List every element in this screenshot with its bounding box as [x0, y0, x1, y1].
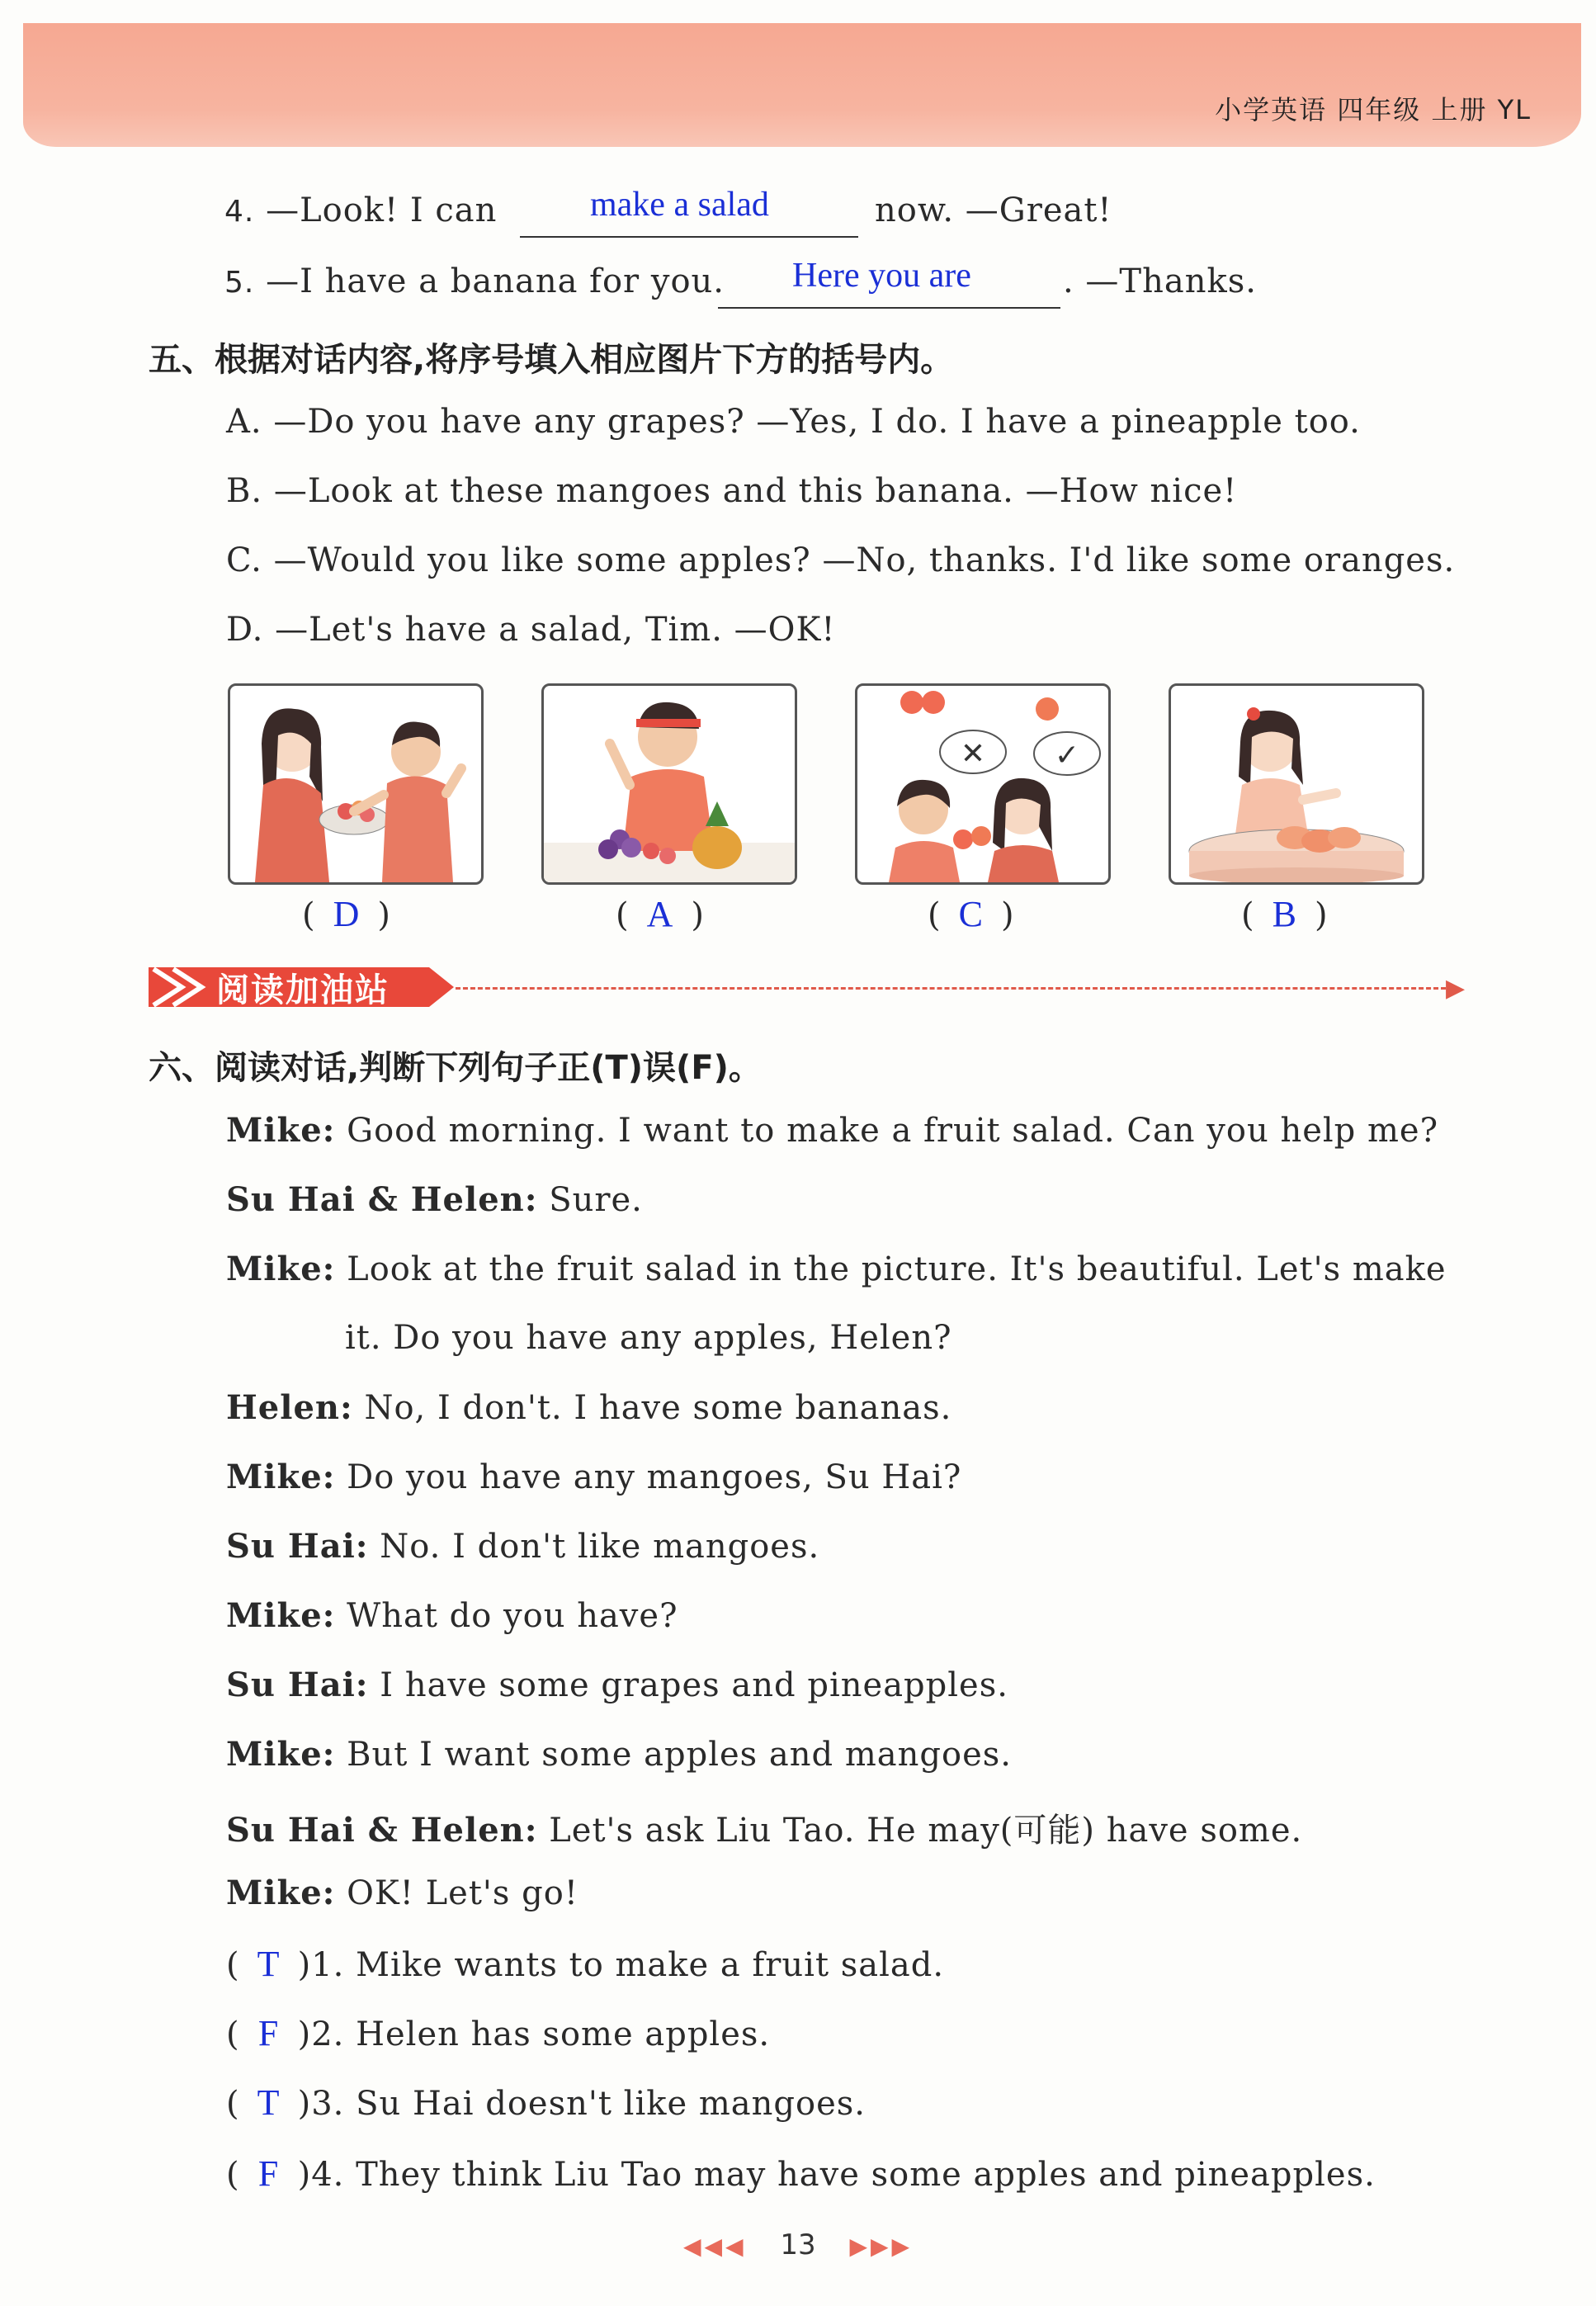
reading-banner-label: 阅读加油站	[216, 971, 390, 1009]
option-b: B. —Look at these mangoes and this banana. —How nice!	[226, 472, 1238, 510]
tf-question	[226, 1943, 944, 1985]
picture-2	[541, 683, 797, 885]
dialogue-line	[226, 1596, 678, 1635]
answer-picture-1: ( D )	[302, 894, 390, 934]
dialogue-line	[226, 1111, 1438, 1150]
answer-4: make a salad	[590, 186, 769, 224]
dialogue-line	[226, 1874, 578, 1912]
tf-open-paren: (	[226, 1946, 240, 1984]
option-d: D. —Let's have a salad, Tim. —OK!	[226, 611, 836, 649]
dialogue-speaker: Mike:	[226, 1596, 336, 1635]
dialogue-text: OK! Let's go!	[347, 1874, 578, 1912]
dialogue-text: it. Do you have any apples, Helen?	[345, 1319, 952, 1357]
dialogue-text: I have some grapes and pineapples.	[380, 1666, 1008, 1704]
dialogue-line	[226, 1458, 961, 1496]
dialogue-text: Look at the fruit salad in the picture. It's beautiful. Let's make	[347, 1250, 1447, 1288]
dialogue-text: Do you have any mangoes, Su Hai?	[347, 1458, 962, 1496]
fill-item-5-after: . —Thanks.	[1063, 262, 1257, 300]
svg-text:✕: ✕	[960, 737, 986, 771]
tf-text: )1. Mike wants to make a fruit salad.	[297, 1946, 945, 1984]
tf-answer: F	[257, 2153, 280, 2194]
tf-open-paren: (	[226, 2156, 240, 2194]
page-number: 13	[780, 2228, 816, 2261]
dialogue-speaker: Helen:	[226, 1388, 353, 1427]
dialogue-speaker: Mike:	[226, 1111, 336, 1150]
dialogue-speaker: Mike:	[226, 1735, 336, 1774]
section6-title: 六、阅读对话,判断下列句子正(T)误(F)。	[149, 1049, 762, 1087]
tf-text: )2. Helen has some apples.	[297, 2015, 771, 2053]
page-header	[23, 23, 1581, 147]
dialogue-text: No, I don't. I have some bananas.	[364, 1389, 952, 1427]
answer-picture-2: ( A )	[616, 894, 704, 934]
tf-open-paren: (	[226, 2085, 240, 2123]
fill-item-4: 4. —Look! I can	[224, 191, 498, 229]
dialogue-line	[226, 1804, 1302, 1851]
answer-picture-4: ( B )	[1241, 894, 1328, 934]
dialogue-speaker: Su Hai & Helen:	[226, 1811, 538, 1850]
fill-item-5: 5. —I have a banana for you.	[224, 262, 725, 300]
dialogue-line	[226, 1666, 1008, 1704]
svg-text:✓: ✓	[1054, 739, 1080, 773]
right-arrows-icon: ▶▶▶	[849, 2233, 914, 2260]
picture-3	[855, 683, 1111, 885]
book-label: 小学英语 四年级 上册 YL	[1215, 94, 1532, 125]
dialogue-text: No. I don't like mangoes.	[380, 1528, 820, 1566]
dash-arrow-icon: ▶	[1446, 974, 1466, 1003]
tf-question	[226, 2012, 770, 2054]
banner-dash-line	[456, 987, 1446, 990]
dialogue-line	[226, 1250, 1447, 1288]
dialogue-speaker: Su Hai:	[226, 1527, 369, 1566]
tf-question	[226, 2152, 1376, 2195]
option-c: C. —Would you like some apples? —No, thanks. I'd like some oranges.	[226, 541, 1456, 579]
dialogue-speaker: Su Hai & Helen:	[226, 1180, 538, 1219]
dialogue-line	[226, 1180, 643, 1219]
dialogue-text: Sure.	[549, 1181, 643, 1219]
tf-answer: T	[257, 1944, 281, 1984]
picture-4	[1169, 683, 1424, 885]
tf-answer: T	[257, 2082, 281, 2123]
dialogue-text: What do you have?	[347, 1597, 678, 1635]
dialogue-speaker: Mike:	[226, 1458, 336, 1496]
dialogue-line	[345, 1319, 952, 1357]
page-footer	[0, 2228, 1596, 2261]
tf-text: )3. Su Hai doesn't like mangoes.	[297, 2085, 866, 2123]
blank-4	[520, 236, 858, 238]
dialogue-line	[226, 1735, 1012, 1774]
answer-5: Here you are	[792, 257, 971, 295]
picture-1	[228, 683, 484, 885]
fill-item-4-after: now. —Great!	[875, 191, 1112, 229]
dialogue-line	[226, 1527, 819, 1566]
dialogue-text: But I want some apples and mangoes.	[347, 1736, 1012, 1774]
section5-title: 五、根据对话内容,将序号填入相应图片下方的括号内。	[149, 341, 954, 379]
left-arrows-icon: ◀◀◀	[682, 2233, 747, 2260]
tf-question	[226, 2082, 866, 2124]
dialogue-speaker: Su Hai:	[226, 1666, 369, 1704]
tf-open-paren: (	[226, 2015, 240, 2053]
dialogue-line	[226, 1388, 951, 1427]
dialogue-text: Good morning. I want to make a fruit salad. Can you help me?	[347, 1112, 1439, 1150]
option-a: A. —Do you have any grapes? —Yes, I do. I have a pineapple too.	[226, 403, 1361, 441]
tf-text: )4. They think Liu Tao may have some apples and pineapples.	[297, 2156, 1376, 2194]
answer-picture-3: ( C )	[928, 894, 1014, 934]
tf-answer: F	[257, 2013, 280, 2053]
dialogue-speaker: Mike:	[226, 1874, 336, 1912]
dialogue-speaker: Mike:	[226, 1250, 336, 1288]
dialogue-text: Let's ask Liu Tao. He may(可能) have some.	[549, 1812, 1303, 1850]
blank-5	[718, 307, 1060, 309]
